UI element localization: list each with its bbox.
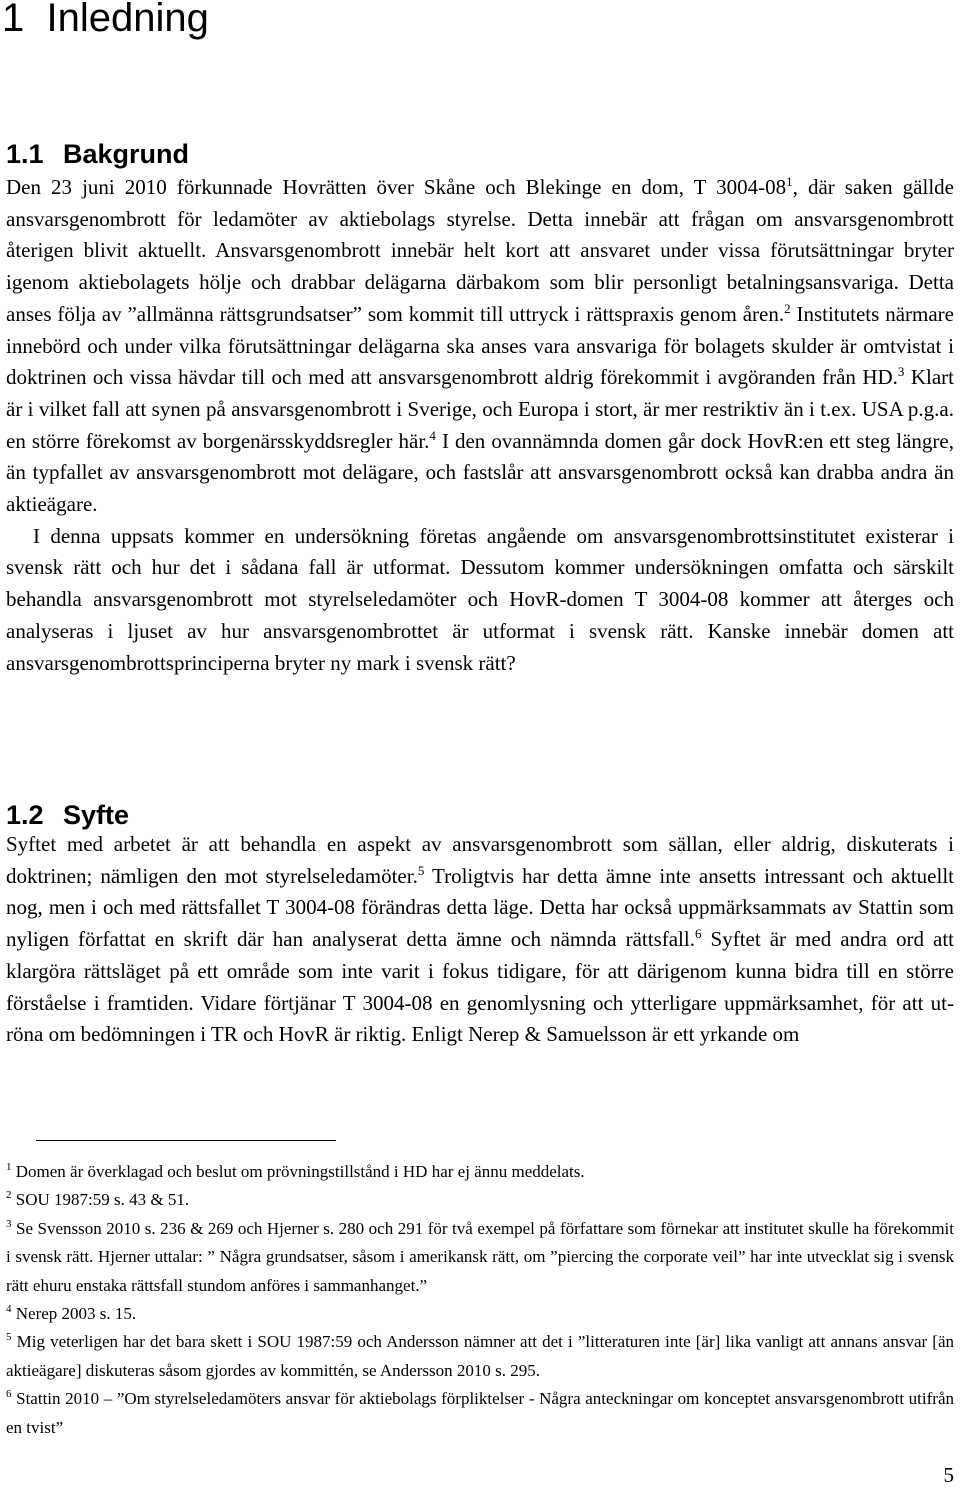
footnote-text: Nerep 2003 s. 15. (15, 1304, 137, 1324)
footnote (6, 1385, 954, 1442)
footnote-ref: 1 (786, 174, 793, 189)
footnote-text: Mig veterligen har det bara skett i SOU 1987:59 och Andersson nämner att det i ”litteraturen inte [är] lika vanligt att annans ansvar [än aktieägare] diskuteras såsom gjordes av kommittén, se Andersson 2010 s. 295. (6, 1332, 954, 1380)
footnote (6, 1328, 954, 1385)
footnote-number: 4 (6, 1303, 12, 1316)
text-run: , där saken gällde ansvarsgenombrott för ledamöter av aktiebolags styrelse. Detta innebär att frågan om ansvarsgenombrott återigen blivit aktuellt. Ansvarsgenombrott innebär helt kort att ansvaret under vissa förutsättningar bryter igenom aktiebolagets hölje och drabbar delägarna därbakom som blir personligt betalningsansvariga. Detta anses följa av ”allmänna rättsgrundsatser” som kommit till uttryck i rättspraxis genom åren. (6, 175, 954, 326)
footnote (6, 1215, 954, 1300)
footnote-text: Domen är överklagad och beslut om prövningstillstånd i HD har ej ännu meddelats. (15, 1162, 585, 1181)
page-number: 5 (943, 1463, 954, 1487)
footnote-ref: 3 (897, 364, 905, 380)
paragraph (6, 829, 954, 1051)
footnote-number: 6 (6, 1388, 12, 1401)
footnote-text: Stattin 2010 – ”Om styrelseledamöters ansvar för aktiebolags förpliktelser - Några anteckningar om konceptet ansvarsgenombrott utifrån en tvist” (6, 1389, 954, 1437)
footnote-ref: 4 (429, 427, 436, 443)
text-run: Syftet med arbetet är att behandla en aspekt av ansvarsgenombrott som sällan, eller aldrig, diskuterats i doktrinen; nämligen den mot styrelseledamöter. (6, 832, 954, 888)
text-run: Institutets närmare innebörd och under vilka förutsättningar delägarna ska anses vara ansvariga för bolagets skulder är omtvistat i doktrinen och vissa hävdar till och med att ansvarsgenombrott aldrig förekommit i avgöranden från HD. (6, 301, 954, 390)
text-run: I den ovannämnda domen går dock HovR:en ett steg längre, än typfallet av ansvarsgenombrott mot delägare, och fastslår att ansvarsgenombrott också kan drabba andra än aktieägare. (6, 428, 954, 517)
footnote-ref: 5 (417, 862, 425, 878)
section-number: 1.2 (6, 800, 44, 830)
footnote-text: Se Svensson 2010 s. 236 & 269 och Hjerner s. 280 och 291 för två exempel på författare som förnekar att institutet skulle ha förekommit i svensk rätt. Hjerner uttalar: ” Några grundsatser, såsom i amerikansk rätt, om ”piercing the corporate veil” har inte utvecklat sig i svensk rätt ehuru enstaka rättsfall stundom anföres i sammanhanget.” (6, 1218, 954, 1295)
footnote (6, 1186, 954, 1214)
paragraph (6, 172, 954, 521)
footnote-number: 3 (6, 1217, 12, 1230)
section-title: Syfte (63, 800, 130, 830)
chapter-heading (2, 0, 209, 42)
text-run: Syftet är med andra ord att klargöra rättsläget på ett område som inte varit i fokus tidigare, för att därigenom kunna bidra till en större förståelse i framtiden. Vidare förtjänar T 3004-08 en genomlysning och ytterligare uppmärksamhet, för att utröna om bedömningen i TR och HovR är riktig. Enligt Nerep & Samuelsson är ett yrkande om (6, 927, 954, 1047)
footnote-ref: 2 (784, 300, 791, 316)
text-run: Klart är i vilket fall att synen på ansvarsgenombrott i Sverige, och Europa i stort, är mer restriktiv än i t.ex. USA p.g.a. en större förekomst av borgenärsskyddsregler här. (6, 365, 954, 453)
section-heading-bakgrund (6, 138, 189, 170)
section-number: 1.1 (6, 139, 44, 169)
section-heading-syfte (6, 799, 129, 831)
footnote (6, 1158, 954, 1186)
chapter-number: 1 (2, 0, 25, 40)
footnote-number: 1 (6, 1161, 12, 1173)
syfte-body (6, 829, 954, 1051)
footnote-text: SOU 1987:59 s. 43 & 51. (15, 1190, 190, 1210)
text-run: Den 23 juni 2010 förkunnade Hovrätten över Skåne och Blekinge en dom, T 3004-08 (6, 175, 787, 199)
footnote-number: 5 (6, 1331, 12, 1344)
footnote-separator (36, 1140, 336, 1141)
section-title: Bakgrund (63, 139, 190, 169)
footnote (6, 1300, 954, 1328)
paragraph: I denna uppsats kommer en undersökning företas angående om ansvarsgenombrottsinstitutet existerar i svensk rätt och hur det i sådana fall är utformat. Dessutom kommer undersökningen omfatta och särskilt behandla ansvarsgenombrott mot styrelseledamöter och HovR-domen T 3004-08 kommer att återges och analyseras i ljuset av hur ansvarsgenombrottet är utformat i svensk rätt. Kanske innebär domen att ansvarsgenombrottsprinciperna bryter ny mark i svensk rätt? (6, 523, 954, 675)
chapter-title: Inledning (46, 0, 209, 40)
footnotes (6, 1158, 954, 1442)
footnote-ref: 6 (694, 926, 702, 942)
bakgrund-body (6, 172, 954, 679)
footnote-number: 2 (6, 1189, 12, 1202)
text-run: Troligtvis har detta ämne inte ansetts intressant och aktuellt nog, men i och med rättsfallet T 3004-08 förändras detta läge. Detta har också uppmärksammats av Stattin som nyligen författat en skrift där han analyserat detta ämne och nämnda rättsfall. (6, 863, 954, 952)
